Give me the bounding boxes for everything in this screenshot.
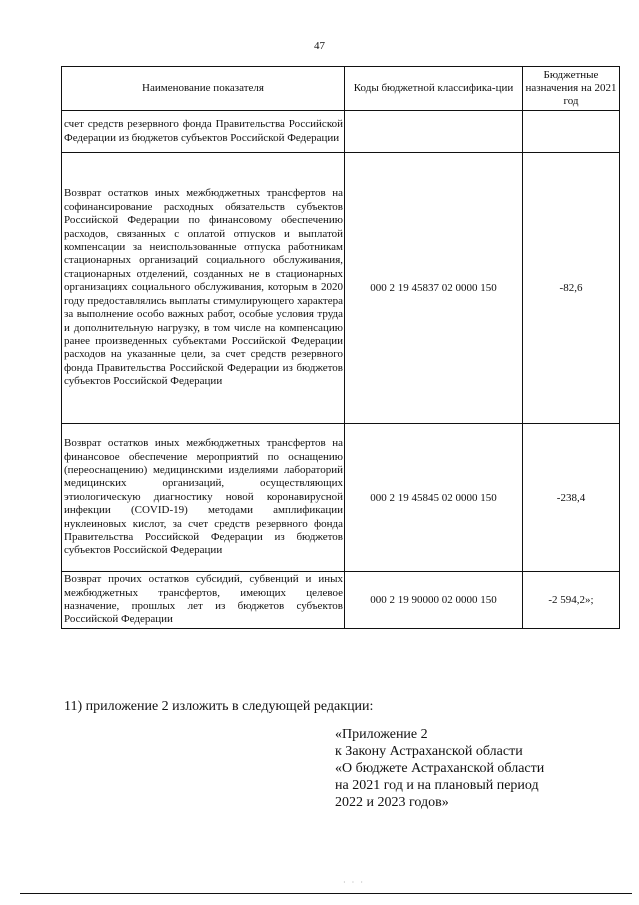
amendment-instruction: 11) приложение 2 изложить в следующей редакции: bbox=[64, 699, 374, 714]
row-code: 000 2 19 45837 02 0000 150 bbox=[345, 153, 523, 424]
page-number: 47 bbox=[314, 40, 325, 52]
row-value: -238,4 bbox=[523, 424, 620, 572]
budget-table bbox=[61, 66, 620, 629]
appendix-line: «Приложение 2 bbox=[335, 727, 428, 742]
row-value: -2 594,2»; bbox=[523, 572, 620, 629]
row-value: -82,6 bbox=[523, 153, 620, 424]
table-row bbox=[62, 153, 620, 424]
row-code: 000 2 19 90000 02 0000 150 bbox=[345, 572, 523, 629]
header-budget-code: Коды бюджетной классифика-ции bbox=[345, 67, 523, 111]
row-name: Возврат прочих остатков субсидий, субвенций и иных межбюджетных трансфертов, имеющих целевое назначение, прошлых лет из бюджетов субъектов Российской Федерации bbox=[62, 572, 345, 629]
scan-artifact: · · · bbox=[343, 878, 365, 887]
table-row bbox=[62, 572, 620, 629]
table-row bbox=[62, 424, 620, 572]
bottom-divider bbox=[20, 893, 632, 894]
header-budget-amount: Бюджетные назначения на 2021 год bbox=[523, 67, 620, 111]
appendix-line: «О бюджете Астраханской области bbox=[335, 761, 545, 776]
appendix-heading bbox=[335, 726, 544, 811]
appendix-line: 2022 и 2023 годов» bbox=[335, 795, 449, 810]
row-name: Возврат остатков иных межбюджетных трансфертов на софинансирование расходных обязательств субъектов Российской Федерации по финансовому обеспечению расходов, связанных с оплатой отпусков и выплатой компенсации за неиспользованные отпуска работникам стационарных организаций социального обслуживания, стационарных отделений, созданных не в стационарных организациях социального обслуживания, которым в 2020 году предоставлялись выплаты стимулирующего характера за выполнение особо важных работ, особые условия труда и дополнительную нагрузку, в том числе на компенсацию ранее произведенных субъектами Российской Федерации расходов на указанные цели, за счет средств резервного фонда Правительства Российской Федерации из бюджетов субъектов Российской Федерации bbox=[62, 153, 345, 424]
appendix-line: на 2021 год и на плановый период bbox=[335, 778, 539, 793]
row-code: 000 2 19 45845 02 0000 150 bbox=[345, 424, 523, 572]
appendix-line: к Закону Астраханской области bbox=[335, 744, 523, 759]
table-header-row bbox=[62, 67, 620, 111]
row-value bbox=[523, 111, 620, 153]
header-indicator-name: Наименование показателя bbox=[62, 67, 345, 111]
row-name: Возврат остатков иных межбюджетных трансфертов на финансовое обеспечение мероприятий по оснащению (переоснащению) медицинскими изделиями лабораторий медицинских организаций, осуществляющих этиологическую диагностику новой коронавирусной инфекции (COVID-19) методами амплификации нуклеиновых кислот, за счет средств резервного фонда Правительства Российской Федерации из бюджетов субъектов Российской Федерации bbox=[62, 424, 345, 572]
table-row bbox=[62, 111, 620, 153]
row-code bbox=[345, 111, 523, 153]
row-name: счет средств резервного фонда Правительства Российской Федерации из бюджетов субъектов Российской Федерации bbox=[62, 111, 345, 153]
